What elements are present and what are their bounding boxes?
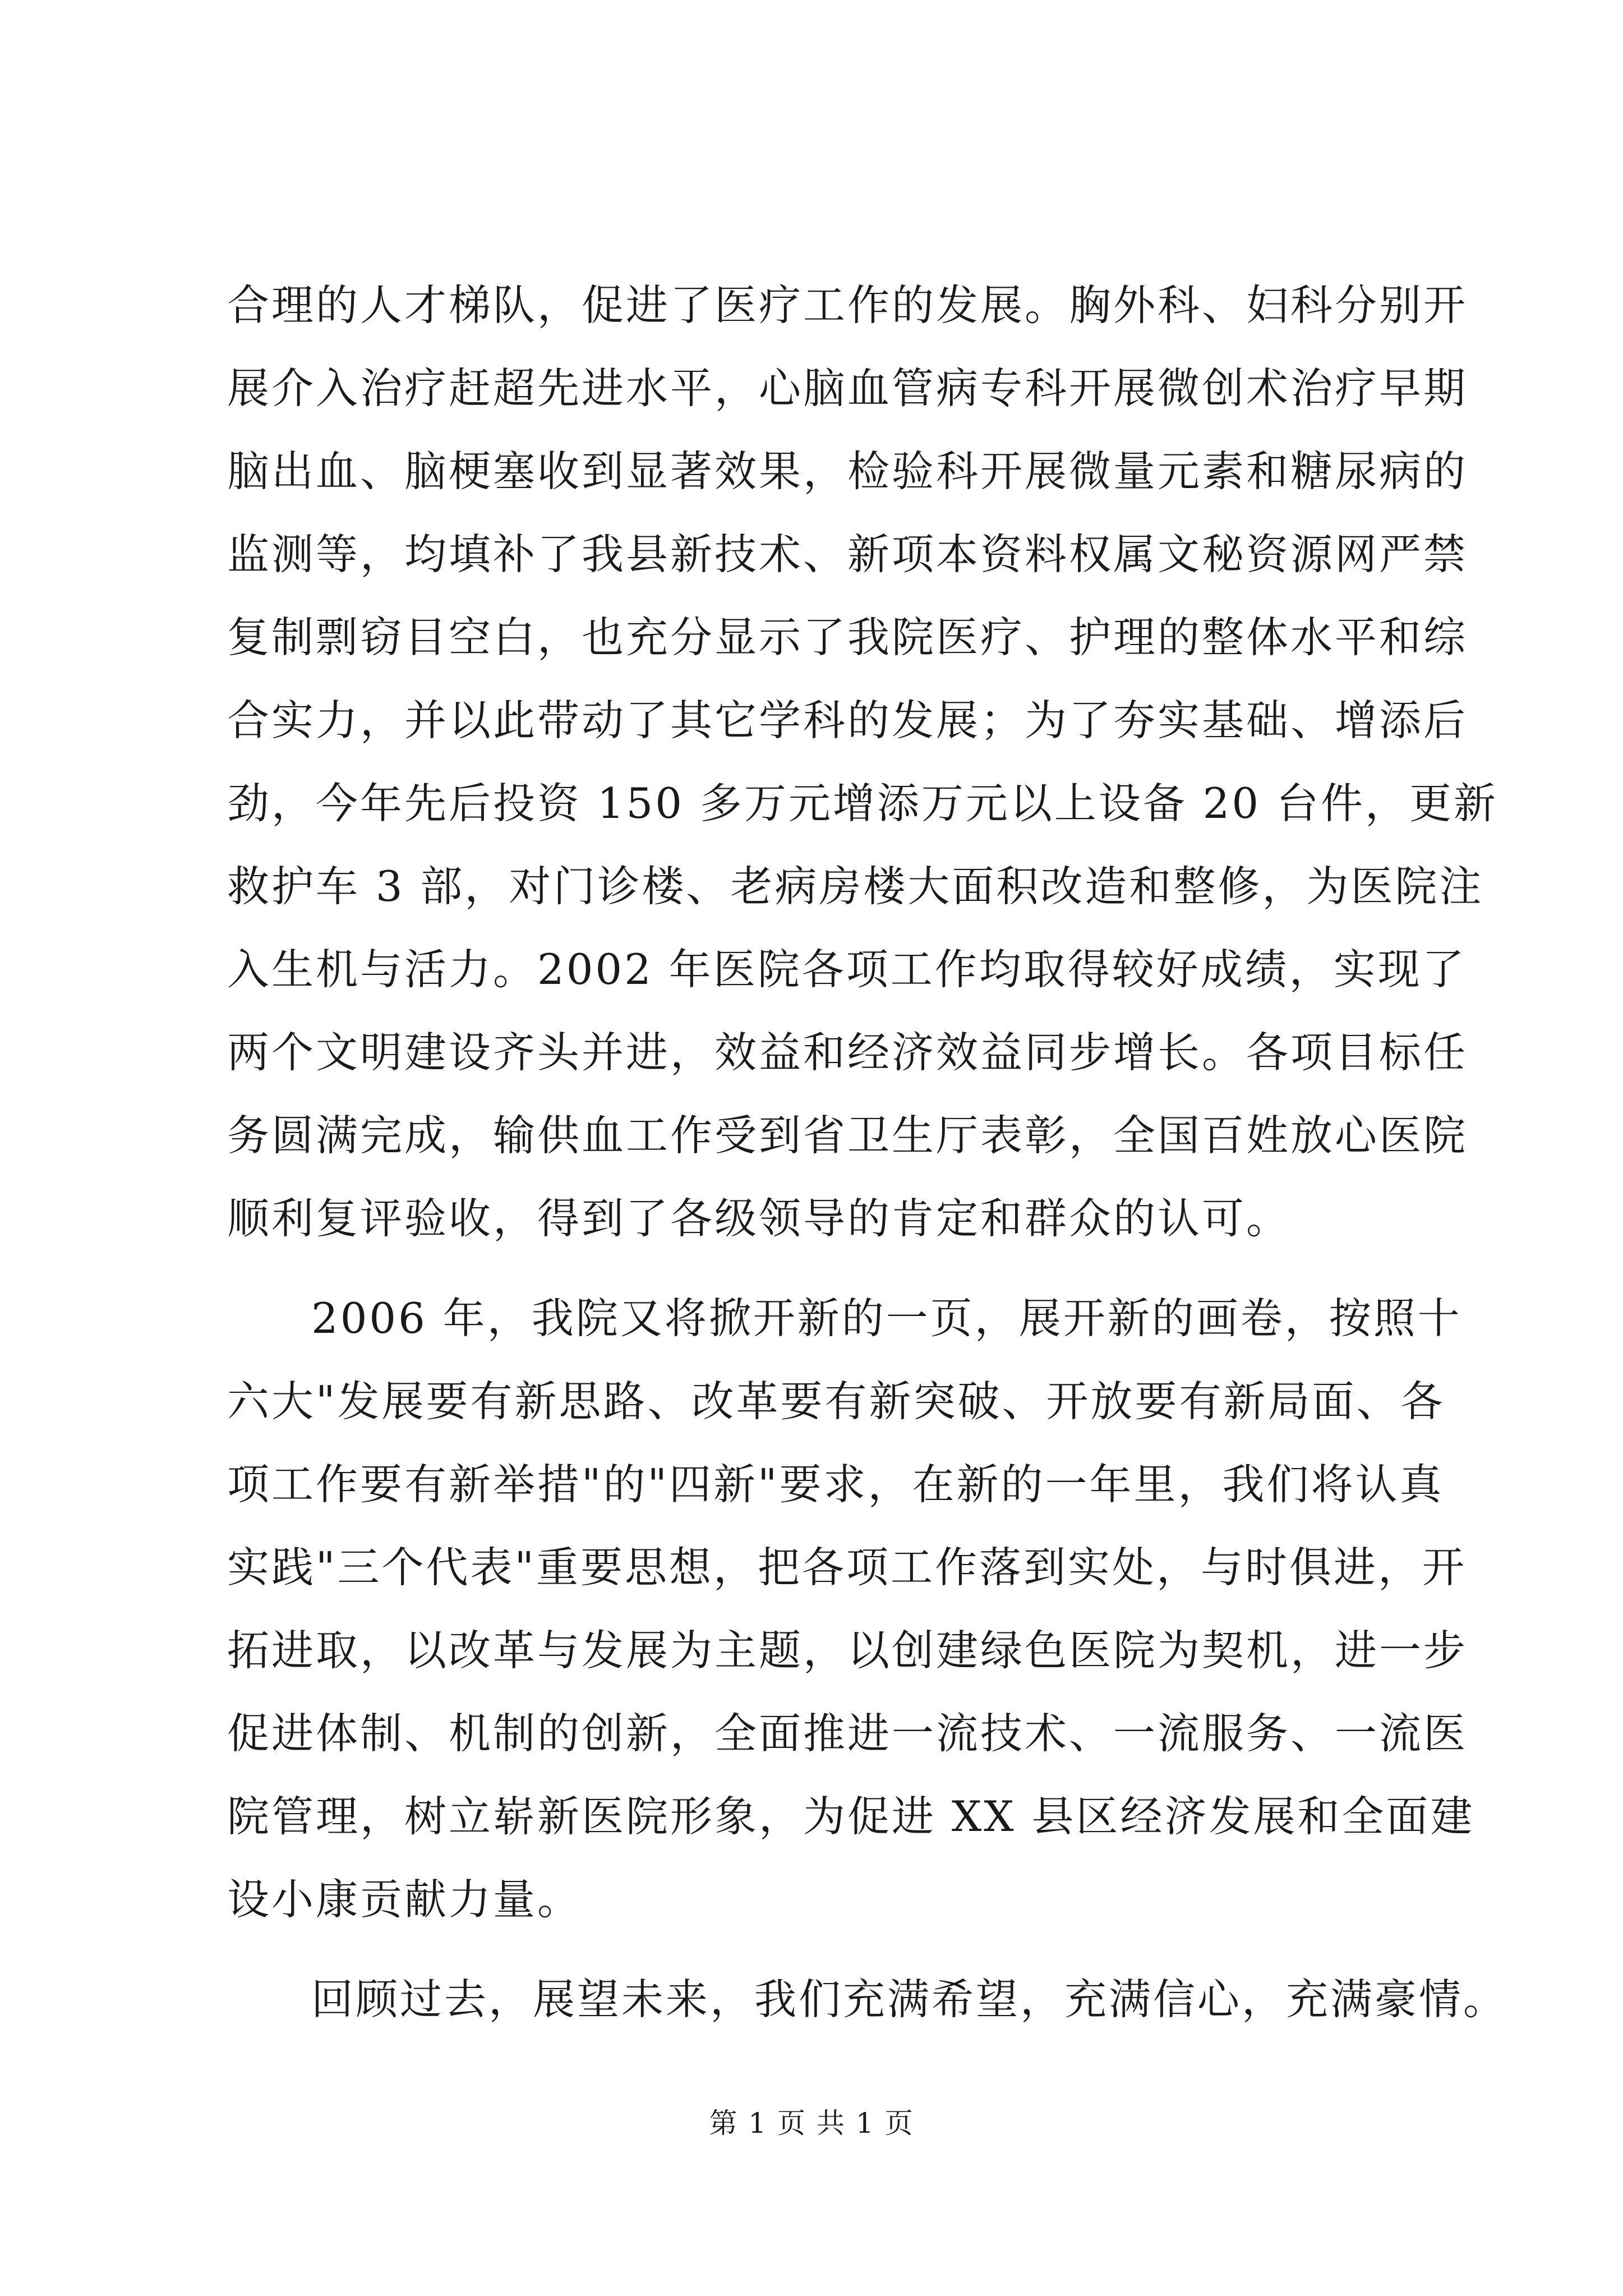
- paragraph-spacer: [227, 1260, 1416, 1277]
- text-line: 脑出血、脑梗塞收到显著效果，检验科开展微量元素和糖尿病的: [227, 447, 1468, 496]
- text-line: 复制剽窃目空白，也充分显示了我院医疗、护理的整体水平和综: [227, 613, 1468, 662]
- text-line: 设小康贡献力量。: [227, 1875, 582, 1924]
- text-line: 实践"三个代表"重要思想，把各项工作落到实处，与时俱进，开: [227, 1543, 1467, 1592]
- paragraph-2: [227, 1277, 1475, 1941]
- text-line: 六大"发展要有新思路、改革要有新突破、开放要有新局面、各: [227, 1377, 1445, 1426]
- document-body: [227, 264, 1508, 2041]
- text-line: 顺利复评验收，得到了各级领导的肯定和群众的认可。: [227, 1194, 1291, 1243]
- text-line: 回顾过去，展望未来，我们充满希望，充满信心，充满豪情。: [311, 1975, 1508, 2024]
- text-line: 2006 年，我院又将掀开新的一页，展开新的画卷，按照十: [311, 1294, 1462, 1343]
- text-line: 院管理，树立崭新医院形象，为促进 XX 县区经济发展和全面建: [227, 1792, 1475, 1841]
- text-line: 合理的人才梯队，促进了医疗工作的发展。胸外科、妇科分别开: [227, 280, 1468, 330]
- text-line: 拓进取，以改革与发展为主题，以创建绿色医院为契机，进一步: [227, 1626, 1468, 1675]
- paragraph-3: [227, 1958, 1508, 2041]
- text-line: 劲，今年先后投资 150 多万元增添万元以上设备 20 台件，更新: [227, 779, 1498, 828]
- text-line: 务圆满完成，输供血工作受到省卫生厅表彰，全国百姓放心医院: [227, 1111, 1468, 1160]
- text-line: 合实力，并以此带动了其它学科的发展；为了夯实基础、增添后: [227, 696, 1468, 745]
- text-line: 促进体制、机制的创新，全面推进一流技术、一流服务、一流医: [227, 1709, 1468, 1758]
- text-line: 救护车 3 部，对门诊楼、老病房楼大面积改造和整修，为医院注: [227, 862, 1484, 911]
- text-line: 两个文明建设齐头并进，效益和经济效益同步增长。各项目标任: [227, 1028, 1468, 1077]
- paragraph-1: [227, 264, 1498, 1260]
- paragraph-spacer: [227, 1941, 1416, 1958]
- page-number-footer: 第 1 页 共 1 页: [709, 2107, 914, 2139]
- text-line: 展介入治疗赶超先进水平，心脑血管病专科开展微创术治疗早期: [227, 364, 1468, 413]
- text-line: 入生机与活力。2002 年医院各项工作均取得较好成绩，实现了: [227, 945, 1467, 994]
- text-line: 监测等，均填补了我县新技术、新项本资料权属文秘资源网严禁: [227, 530, 1468, 579]
- text-line: 项工作要有新举措"的"四新"要求，在新的一年里，我们将认真: [227, 1460, 1444, 1509]
